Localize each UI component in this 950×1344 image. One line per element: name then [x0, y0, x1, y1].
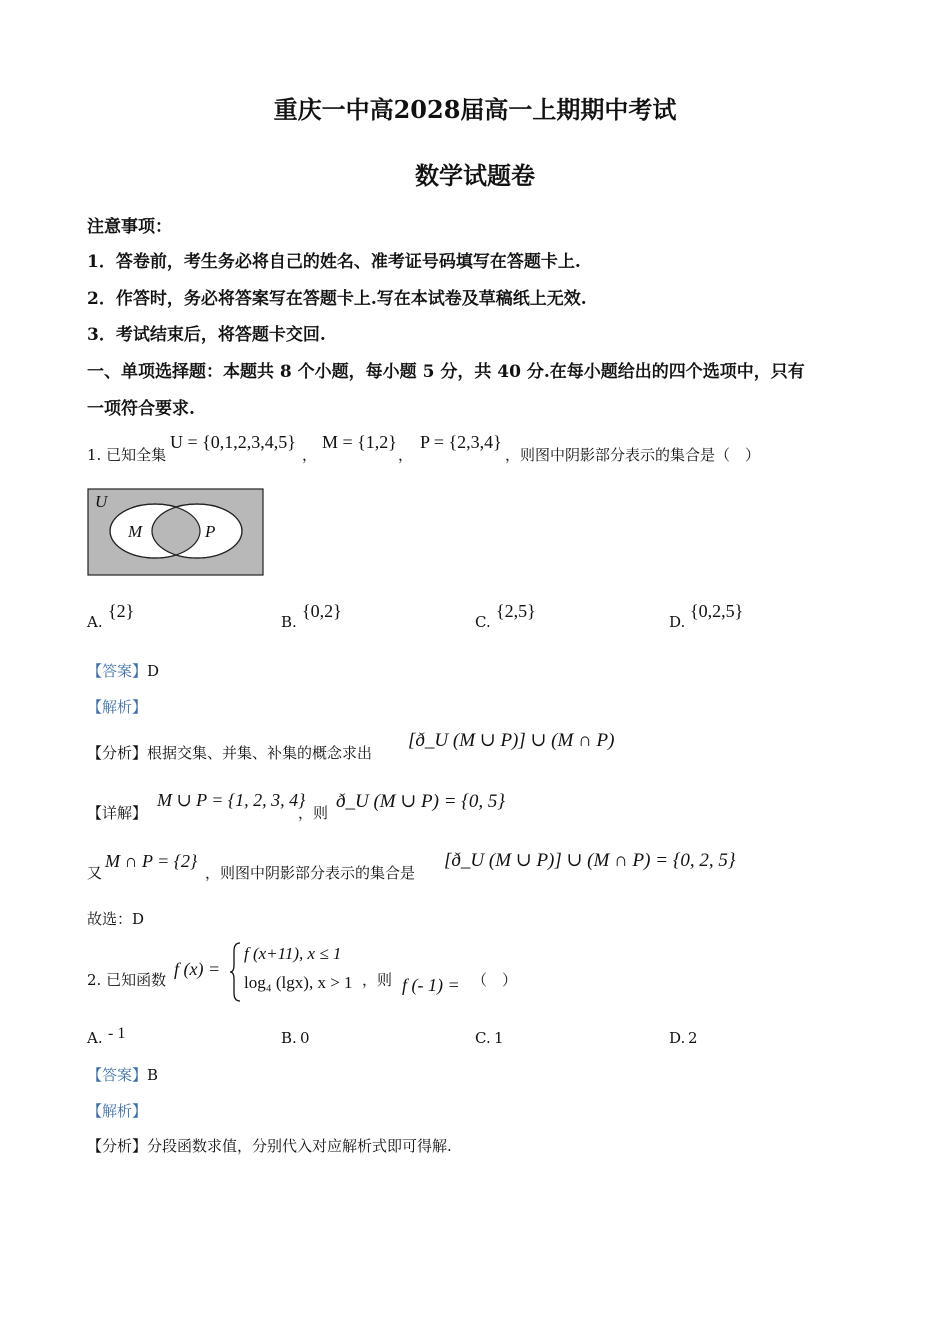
- notice-item-1: 1．答卷前，考生务必将自己的姓名、准考证号码填写在答题卡上.: [87, 252, 581, 272]
- q1-option-c-letter: C.: [475, 613, 491, 631]
- q1-option-a-value: {2}: [108, 601, 135, 621]
- q1-xiangjie-label: 【详解】: [87, 804, 148, 822]
- q1-answer-value: D: [147, 662, 160, 680]
- q1-sep-1: ，: [302, 446, 318, 464]
- q1-prefix: 1. 已知全集: [87, 446, 167, 464]
- q2-option-d-letter: D.: [669, 1029, 686, 1047]
- q1-option-a-letter: A.: [87, 613, 103, 631]
- q2-fx: f (x) =: [174, 959, 221, 979]
- notice-item-2: 2．作答时，务必将答案写在答题卡上.写在本试卷及草稿纸上无效.: [87, 289, 587, 309]
- q1-answer-label: 【答案】: [87, 662, 148, 680]
- q1-option-b-value: {0,2}: [302, 601, 342, 621]
- notice-item-3: 3．考试结束后，将答题卡交回.: [87, 325, 326, 345]
- q2-prefix: 2. 已知函数: [87, 971, 167, 989]
- q2-then: ，则: [362, 971, 393, 989]
- q1-xiangjie-math2: ð_U (M ∪ P) = {0, 5}: [336, 791, 505, 812]
- q1-option-d-value: {0,2,5}: [690, 601, 744, 621]
- q2-fenxi-label: 【分析】: [87, 1137, 148, 1155]
- q1-option-d-letter: D.: [669, 613, 686, 631]
- q1-option-b-letter: B.: [281, 613, 297, 631]
- q1-you-math1: M ∩ P = {2}: [105, 851, 198, 871]
- q1-analysis-label: 【解析】: [87, 698, 148, 716]
- section-heading-line2: 一项符合要求.: [87, 399, 195, 419]
- notice-heading: 注意事项：: [87, 217, 172, 237]
- q2-analysis-label: 【解析】: [87, 1102, 148, 1120]
- q2-option-d-value: 2: [688, 1029, 698, 1047]
- q1-fenxi-line: [87, 742, 372, 763]
- section-heading-line1: 一、单项选择题：本题共 8 个小题，每小题 5 分，共 40 分.在每小题给出的四个选项中，只有: [87, 362, 805, 382]
- q2-option-a-value: - 1: [108, 1025, 126, 1042]
- q1-fenxi-label: 【分析】: [87, 744, 148, 762]
- q2-option-b-letter: B.: [281, 1029, 297, 1047]
- venn-label-p: P: [205, 522, 216, 541]
- q2-brace: [230, 941, 242, 1003]
- q2-option-c-value: 1: [494, 1029, 504, 1047]
- q1-xiangjie-math1: M ∪ P = {1, 2, 3, 4}: [157, 790, 306, 810]
- q2-option-c-letter: C.: [475, 1029, 491, 1047]
- q2-answer-line: [87, 1064, 158, 1085]
- q2-option-a-letter: A.: [87, 1029, 103, 1047]
- exam-title: 重庆一中高2028届高一上期期中考试: [273, 95, 677, 124]
- q1-suffix: ，则图中阴影部分表示的集合是（ ）: [505, 446, 761, 464]
- q1-set-m: M = {1,2}: [322, 432, 397, 452]
- q1-sep-2: ，: [398, 446, 414, 464]
- venn-label-u: U: [95, 492, 108, 511]
- q1-you: 又: [87, 864, 103, 882]
- q1-option-c-value: {2,5}: [496, 601, 536, 621]
- q2-paren: （ ）: [472, 971, 518, 989]
- q1-fenxi-text: 根据交集、并集、补集的概念求出: [147, 744, 373, 762]
- q1-conclusion: 故选：D: [87, 910, 145, 928]
- q1-fenxi-math: [ð_U (M ∪ P)] ∪ (M ∩ P): [408, 730, 615, 751]
- q2-answer-value: B: [147, 1066, 159, 1084]
- q1-xiangjie-then: ，则: [298, 804, 329, 822]
- venn-diagram: [87, 488, 265, 578]
- q1-set-p: P = {2,3,4}: [420, 432, 502, 452]
- q1-you-text: ，则图中阴影部分表示的集合是: [205, 864, 416, 882]
- q2-case2: log₄ (lgx), x > 1: [244, 973, 353, 992]
- q1-you-math2: [ð_U (M ∪ P)] ∪ (M ∩ P) = {0, 2, 5}: [444, 850, 736, 871]
- q2-ask: f (- 1) =: [402, 975, 460, 995]
- q1-set-u: U = {0,1,2,3,4,5}: [170, 432, 296, 452]
- q2-case1: f (x+11), x ≤ 1: [244, 944, 342, 963]
- q2-fenxi-text: 分段函数求值，分别代入对应解析式即可得解.: [147, 1137, 452, 1155]
- q1-answer-line: [87, 660, 159, 681]
- q2-answer-label: 【答案】: [87, 1066, 148, 1084]
- venn-label-m: M: [128, 522, 143, 541]
- q2-option-b-value: 0: [300, 1029, 310, 1047]
- q2-fenxi-line: [87, 1135, 452, 1156]
- exam-subtitle: 数学试题卷: [415, 161, 535, 190]
